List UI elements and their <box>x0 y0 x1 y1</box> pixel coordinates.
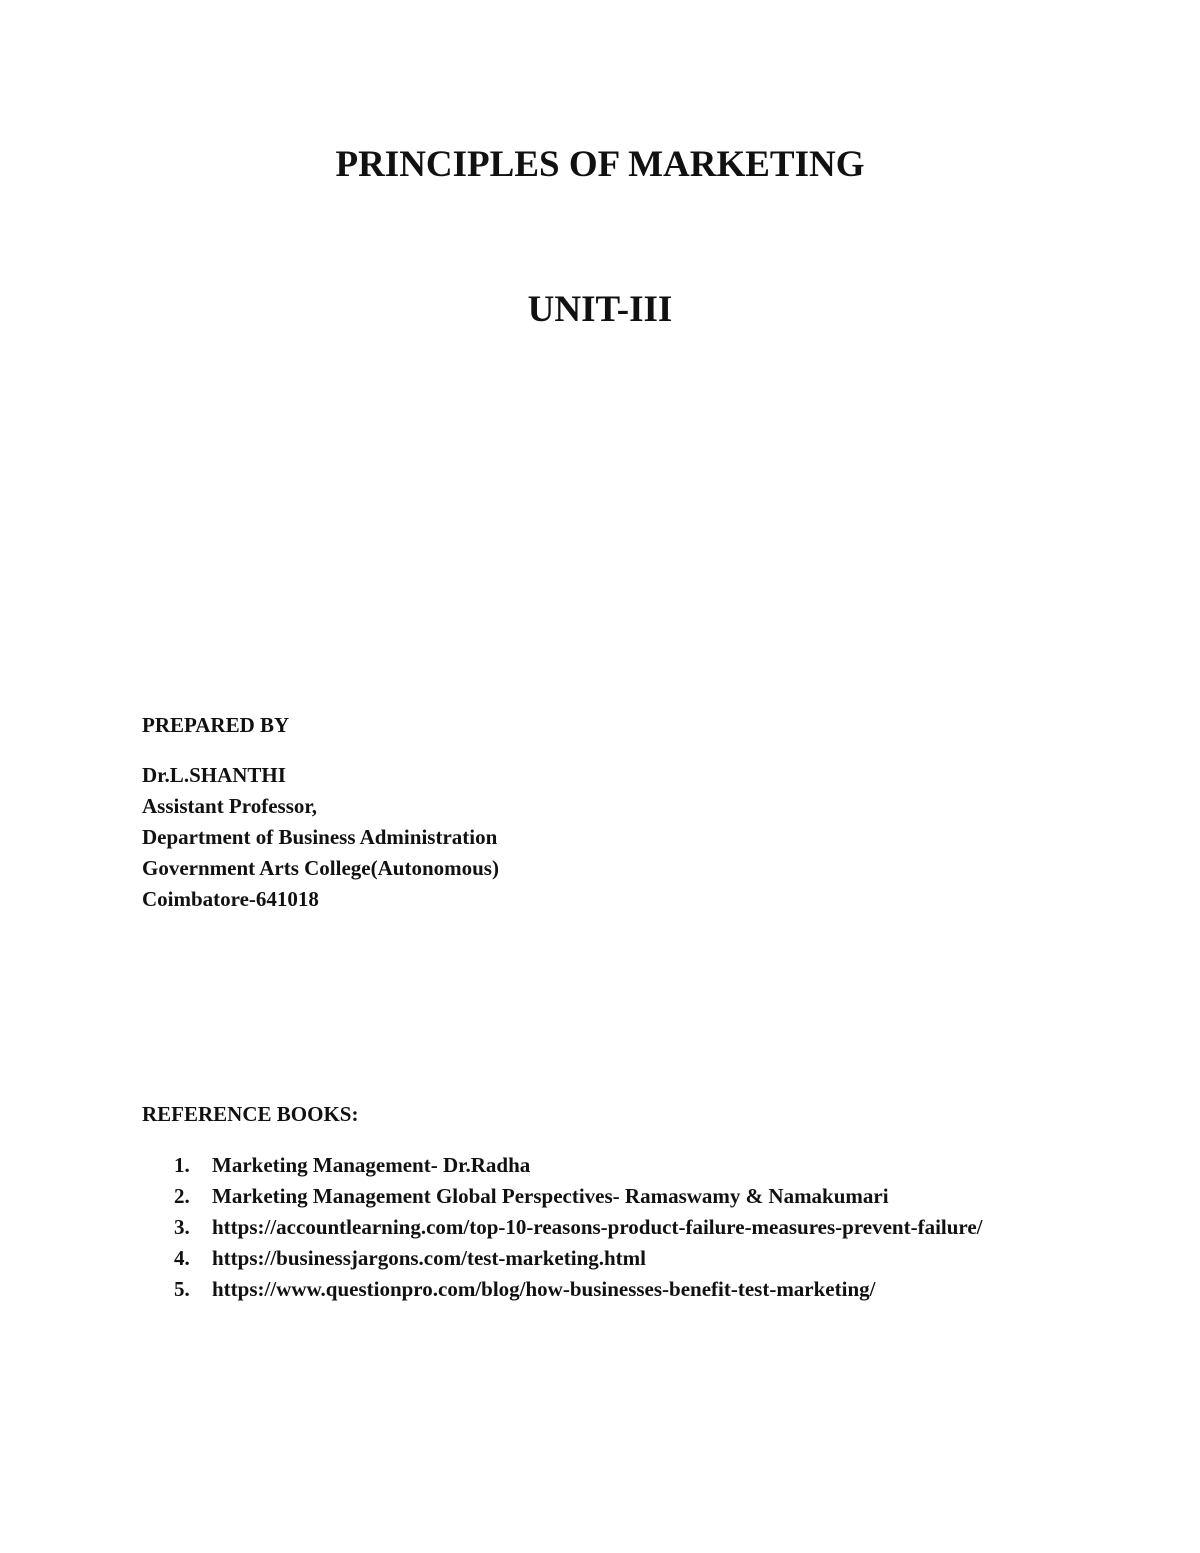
reference-number: 1. <box>174 1153 190 1177</box>
reference-text: Marketing Management- Dr.Radha <box>212 1153 531 1177</box>
document-title: PRINCIPLES OF MARKETING <box>335 144 865 185</box>
reference-text: Marketing Management Global Perspectives- Ramaswamy & Namakumari <box>212 1184 889 1208</box>
author-department: Department of Business Administration <box>142 825 498 849</box>
reference-item <box>142 1274 1022 1305</box>
reference-item <box>142 1243 1022 1274</box>
author-location: Coimbatore-641018 <box>142 887 319 911</box>
reference-books-heading: REFERENCE BOOKS: <box>142 1102 359 1126</box>
reference-number: 3. <box>174 1215 190 1239</box>
reference-number: 4. <box>174 1246 190 1270</box>
author-block <box>142 760 499 915</box>
author-designation: Assistant Professor, <box>142 794 318 818</box>
reference-list <box>142 1150 1022 1305</box>
unit-title: UNIT-III <box>527 289 673 330</box>
prepared-by-heading: PREPARED BY <box>142 713 290 737</box>
reference-item <box>142 1150 1022 1181</box>
reference-number: 2. <box>174 1184 190 1208</box>
author-college: Government Arts College(Autonomous) <box>142 856 499 880</box>
reference-link[interactable]: https://accountlearning.com/top-10-reasons-product-failure-measures-prevent-failure/ <box>212 1215 983 1239</box>
author-name: Dr.L.SHANTHI <box>142 763 286 787</box>
reference-number: 5. <box>174 1277 190 1301</box>
reference-item <box>142 1212 1022 1243</box>
reference-item <box>142 1181 1022 1212</box>
reference-link[interactable]: https://www.questionpro.com/blog/how-businesses-benefit-test-marketing/ <box>212 1277 876 1301</box>
reference-link[interactable]: https://businessjargons.com/test-marketing.html <box>212 1246 646 1270</box>
